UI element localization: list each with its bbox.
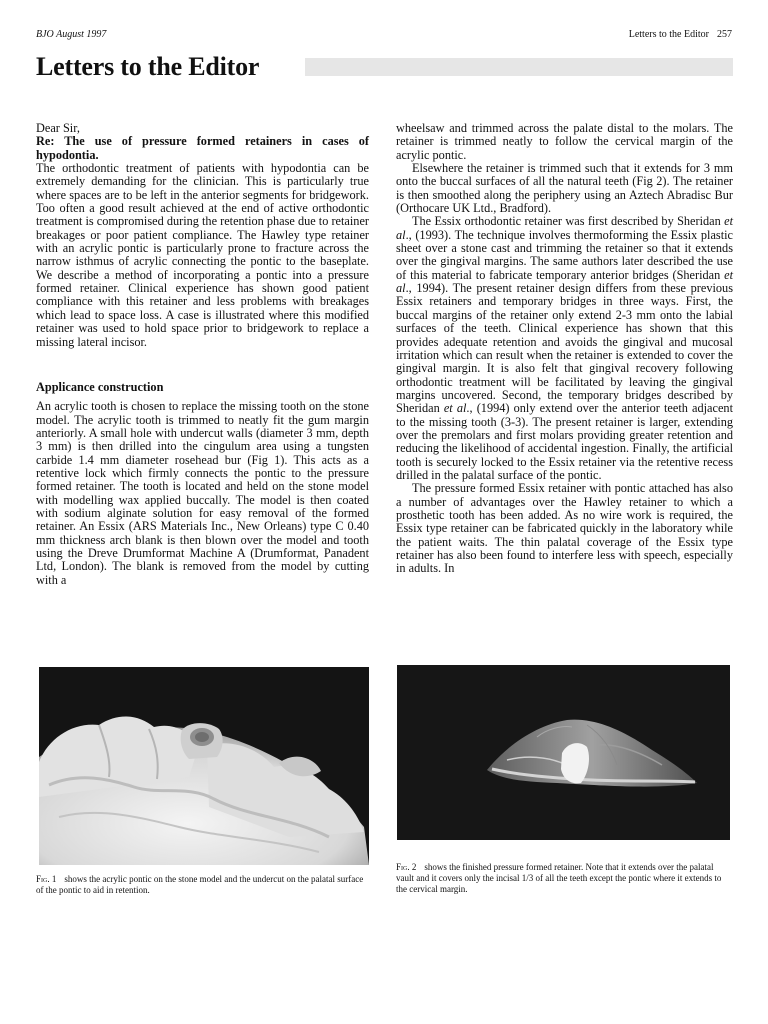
figure-2-caption-text: shows the finished pressure formed retainer. Note that it extends over the palatal vault and it covers only the incisal 1/3 of all the teeth except the pontic where it extends to the cervical margin. [396,862,722,895]
text-run: ., (1993). The technique involves thermoforming the Essix plastic sheet over a stone cast and trimming the retainer so that it extends over the gingival margins. The same authors later described the use of this material to fabricate temporary anterior bridges (Sheridan [396,227,733,282]
re-line: Re: The use of pressure formed retainers in cases of hypodontia. [36,134,369,162]
page-number: 257 [717,29,732,40]
figure-1-caption [36,874,370,896]
figure-1-photo [39,667,369,865]
running-head-right [629,29,732,40]
italic-run: et al [443,401,467,416]
trimming-paragraph: Elsewhere the retainer is trimmed such that it extends for 3 mm onto the buccal surfaces of all the natural teeth (Fig 2). The retainer is then smoothed along the periphery using an Aztech Abradisc Bur (Orthocare UK Ltd., Bradford). [396,161,733,216]
construction-paragraph: An acrylic tooth is chosen to replace the missing tooth on the stone model. The acrylic tooth is trimmed to neatly fit the gum margin anteriorly. A small hole with undercut walls (diameter 3 mm, depth 3 mm) is then drilled into the cingulum area using a tungsten carbide 1.4 mm diameter rosehead bur (Fig 1). This acts as a retentive lock which firmly connects the pontic to the pressure formed retainer. The tooth is located and held on the stone model with modelling wax applied buccally. The model is then coated with sodium alginate solution for easy removal of the formed retainer. An Essix (ARS Materials Inc., New Orleans) type C 0.40 mm thickness arch blank is then blown over the model and tooth using the Dreve Drumformat Machine A (Drumformat, Panadent Ltd, London). The blank is removed from the model by cutting with a [36,399,369,587]
running-head-journal: BJO August 1997 [36,29,107,40]
section-heading: Applicance construction [36,379,164,394]
text-run: ., 1994). The present retainer design differs from these previous Essix retainers and temporary bridges in three ways. First, the buccal margins of the retainer only extend 2-3 mm onto the labial surfaces of the teeth. Clinical experience has shown that this provides adequate retention and avoids the gingival and mucosal irritation which can result when the retainer is extended to cover the gingival margin. It is also felt that gingival recovery following orthodontic treatment will be facilitated by leaving the gingival margins uncovered. Second, the temporary bridges described by Sheridan [396,281,733,416]
right-column [396,122,733,576]
figure-1-caption-text: shows the acrylic pontic on the stone model and the undercut on the palatal surface of the pontic to aid in retention. [36,874,364,896]
italic-run: et al [396,267,733,296]
text-run: ., (1994) only extend over the anterior teeth adjacent to the missing tooth (3-3). The present retainer is larger, extending over the premolars and first molars providing greater retention and reducing the likelihood of accidental ingestion. Finally, the artificial tooth is securely locked to the Essix retainer via the retentive recess drilled in the palatal surface of the pontic. [396,401,733,482]
salutation: Dear Sir, [36,121,80,135]
figure-2-photo [397,665,730,840]
title-rule [305,58,733,76]
page-title: Letters to the Editor [36,52,260,81]
text-run: The Essix orthodontic retainer was first described by Sheridan [412,214,725,229]
intro-paragraph: The orthodontic treatment of patients with hypodontia can be extremely demanding for the clinician. This is particularly true where spaces are to be left in the anterior segments for bridgework. Too often a good result achieved at the end of active orthodontic treatment is compromised during the retention phase due to retainer breakages or poor patient compliance. The Hawley type retainer with an acrylic pontic is particularly prone to fracture across the narrow isthmus of acrylic connecting the pontic to the baseplate. We describe a method of incorporating a pontic into a pressure formed retainer. Clinical experience has shown good patient compliance with this retainer and less problems with breakages which lead to space loss. A case is illustrated where this modified retainer was used to hold space prior to bridgework to replace a missing lateral incisor. [36,161,369,349]
running-head-section: Letters to the Editor [628,29,709,40]
advantages-paragraph: The pressure formed Essix retainer with pontic attached has also a number of advantages over the Hawley retainer to which a prosthetic tooth has been added. As no wire work is required, the Essix type retainer can be fabricated quickly in the laboratory while the patient waits. The thin palatal coverage of the Essix type retainer has also been found to interfere less with speech, especially in adults. In [396,481,733,576]
left-column [36,122,369,587]
continuation-paragraph: wheelsaw and trimmed across the palate distal to the molars. The retainer is trimmed neatly to follow the cervical margin of the acrylic pontic. [396,121,733,162]
figure-1-label: Fig. 1 [36,874,57,884]
essix-paragraph [396,215,733,482]
italic-run: et al [396,214,733,242]
figure-2-caption [396,862,733,896]
figure-2-label: Fig. 2 [396,862,417,872]
